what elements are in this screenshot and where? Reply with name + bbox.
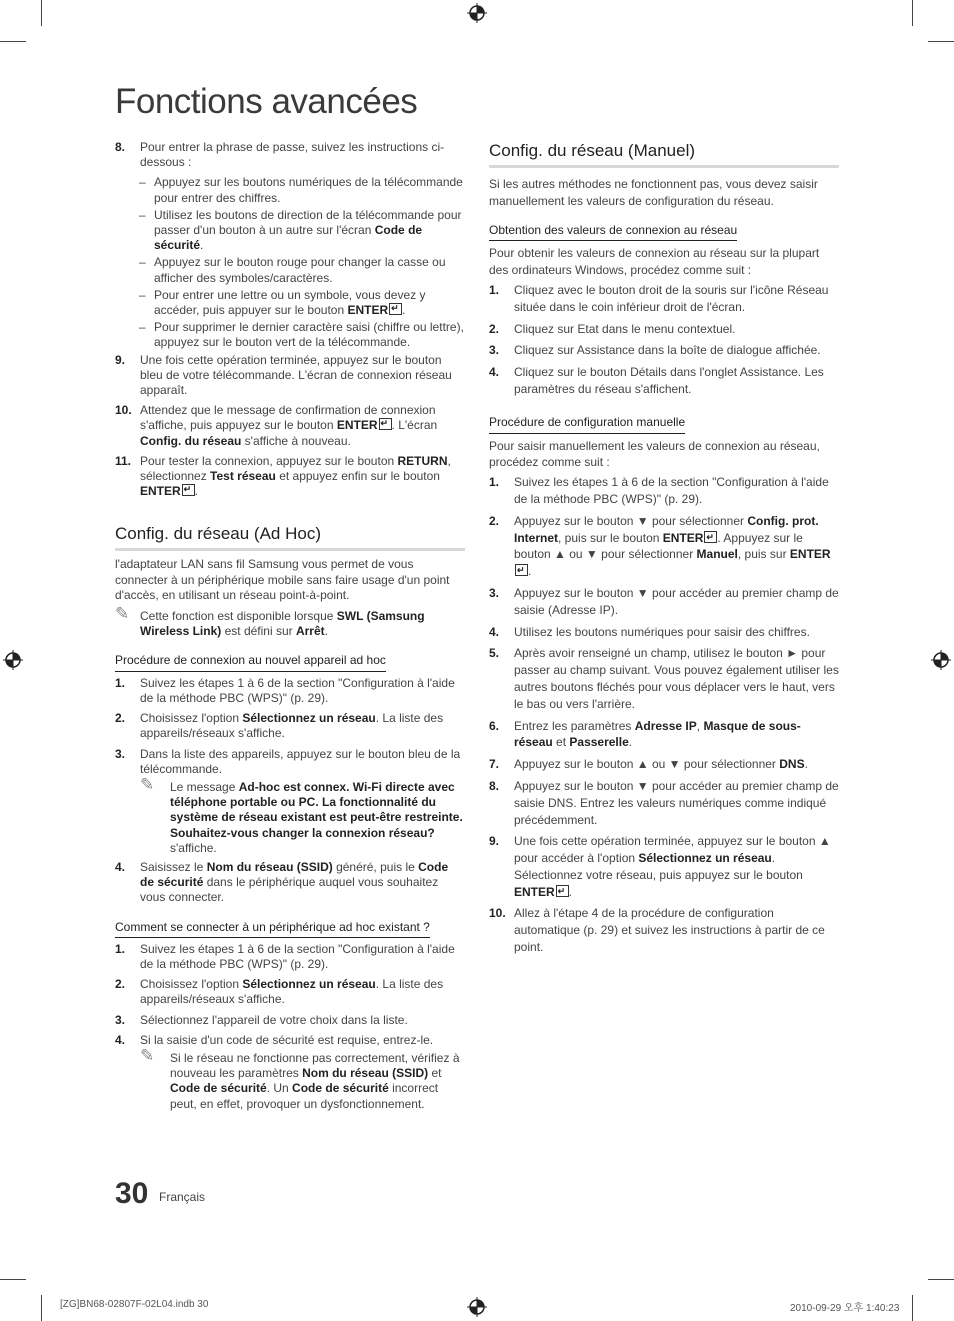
list-item: 4. Cliquez sur le bouton Détails dans l'onglet Assistance. Les paramètres du réseau s'affichent. xyxy=(489,365,824,396)
note: ✎ Cette fonction est disponible lorsque SWL (Samsung Wireless Link) est défini sur Arrêt. xyxy=(115,604,425,639)
list-item: – Utilisez les boutons de direction de la télécommande pour passer d'un bouton à un autre sur l'écran Code de sécurité. xyxy=(139,207,462,253)
list-item: 8. Appuyez sur le bouton ▼ pour accéder au premier champ de saisie DNS. Entrez les valeurs numériques comme indiqué précédemment. xyxy=(489,778,839,827)
list-item: – Appuyez sur le bouton rouge pour changer la casse ou afficher des symboles/caractères. xyxy=(139,255,446,285)
step-9: 9. Une fois cette opération terminée, appuyez sur le bouton bleu de votre télécommande. L'écran de connexion réseau apparaît. xyxy=(115,352,452,398)
list-item: 2. Choisissez l'option Sélectionnez un réseau. La liste des appareils/réseaux s'affiche. xyxy=(115,711,444,741)
list-item: 1. Suivez les étapes 1 à 6 de la section "Configuration à l'aide de la méthode PBC (WPS)" (p. 29). xyxy=(489,475,829,506)
step-8 xyxy=(115,140,465,170)
page-language: Français xyxy=(159,1190,206,1204)
step-number: 8. xyxy=(115,140,126,154)
list-item: 10. Allez à l'étape 4 de la procédure de configuration automatique (p. 29) et suivez les instructions à partir de ce point. xyxy=(489,906,825,955)
list-item: 1. Suivez les étapes 1 à 6 de la section "Configuration à l'aide de la méthode PBC (WPS)" (p. 29). xyxy=(115,941,455,971)
list-item: – Pour supprimer le dernier caractère saisi (chiffre ou lettre), appuyez sur le bouton vert de la télécommande. xyxy=(139,320,464,350)
paragraph: Pour obtenir les valeurs de connexion au réseau sur la plupart des ordinateurs Windows, procédez comme suit : xyxy=(489,246,820,278)
crop-mark xyxy=(912,0,913,26)
left-column xyxy=(115,140,465,1112)
list-item: 2. Appuyez sur le bouton ▼ pour sélectionner Config. prot. Internet, puis sur le bouton ENTER↵ . Appuyez sur le bouton ▲ ou ▼ pour sélectionner Manuel, puis sur ENTER↵. xyxy=(489,513,839,580)
list-item: 5. Après avoir renseigné un champ, utilisez le bouton ► pour passer au champ suivant. Vous pouvez également utiliser les autres boutons fléchés pour vous déplacer vers le haut, vers le bas ou vers l'arrière. xyxy=(489,646,839,711)
list-item: 2. Choisissez l'option Sélectionnez un réseau. La liste des appareils/réseaux s'affiche. xyxy=(115,977,444,1007)
note: ✎ Le message Ad-hoc est connex. Wi-Fi directe avec téléphone portable ou PC. La fonctionnalité du système de réseau existant est peut-être restreinte. Souhaitez-vous changer la connexion réseau? s'affiche. xyxy=(140,774,463,855)
subheading: Obtention des valeurs de connexion au réseau xyxy=(489,222,737,242)
list-item: 3. Cliquez sur Assistance dans la boîte de dialogue affichée. xyxy=(489,343,821,358)
registration-mark-icon xyxy=(3,650,23,670)
list-item: – Pour entrer une lettre ou un symbole, vous devez y accéder, puis appuyer sur le bouton ENTER↵ . xyxy=(139,288,465,318)
subheading: Procédure de configuration manuelle xyxy=(489,414,685,434)
step-11: 11. Pour tester la connexion, appuyez sur le bouton RETURN, sélectionnez Test réseau et appuyez enfin sur le bouton ENTER↵ . xyxy=(115,454,465,500)
footer-file: [ZG]BN68-02807F-02L04.indb 30 xyxy=(60,1299,209,1310)
list-item: 6. Entrez les paramètres Adresse IP, Masque de sous-réseau et Passerelle. xyxy=(489,718,801,750)
section-heading-adhoc: Config. du réseau (Ad Hoc) xyxy=(115,523,465,551)
registration-mark-icon xyxy=(467,1297,487,1317)
paragraph: Pour saisir manuellement les valeurs de connexion au réseau, procédez comme suit : xyxy=(489,438,820,470)
enter-icon xyxy=(556,885,569,897)
enter-icon xyxy=(515,564,528,576)
list-item: 1. Suivez les étapes 1 à 6 de la section "Configuration à l'aide de la méthode PBC (WPS)" (p. 29). xyxy=(115,675,455,705)
enter-icon xyxy=(182,484,195,496)
crop-mark xyxy=(0,1279,26,1280)
list-item: 3. Dans la liste des appareils, appuyez sur le bouton bleu de la télécommande. xyxy=(115,746,461,776)
footer-datetime: 2010-09-29 오후 1:40:23 xyxy=(790,1303,900,1314)
crop-mark xyxy=(41,0,42,26)
step-10: 10. Attendez que le message de confirmation de connexion s'affiche, puis appuyez sur le bouton ENTER↵ . L'écran Config. du réseau s'affiche à nouveau. xyxy=(115,403,465,449)
crop-mark xyxy=(0,41,26,42)
subheading: Comment se connecter à un périphérique ad hoc existant ? xyxy=(115,920,430,938)
list-item: – Appuyez sur les boutons numériques de la télécommande pour entrer des chiffres. xyxy=(139,175,463,205)
right-column xyxy=(489,140,839,956)
list-item: 9. Une fois cette opération terminée, appuyez sur le bouton ▲ pour accéder à l'option Sélectionnez un réseau. Sélectionnez votre réseau, puis appuyez sur le bouton ENTER↵ . xyxy=(489,833,839,900)
list-item: 3. Sélectionnez l'appareil de votre choix dans la liste. xyxy=(115,1012,408,1027)
crop-mark xyxy=(41,1295,42,1321)
list-item: 1. Cliquez avec le bouton droit de la souris sur l'icône Réseau située dans le coin inférieur droit de l'écran. xyxy=(489,282,829,314)
paragraph: l'adaptateur LAN sans fil Samsung vous permet de vous connecter à un périphérique mobile sans faire usage d'un point d'accès, en utilisant un réseau point-à-point. xyxy=(115,557,450,602)
pencil-note-icon: ✎ xyxy=(115,604,130,624)
enter-icon xyxy=(389,303,402,315)
page-title: Fonctions avancées xyxy=(115,82,418,121)
registration-mark-icon xyxy=(931,650,951,670)
list-item: 4. Saisissez le Nom du réseau (SSID) généré, puis le Code de sécurité dans le périphérique auquel vous souhaitez vous connecter. xyxy=(115,859,449,905)
paragraph: Si les autres méthodes ne fonctionnent pas, vous devez saisir manuellement les valeurs de configuration du réseau. xyxy=(489,177,818,208)
list-item: 4. Si la saisie d'un code de sécurité est requise, entrez-le. xyxy=(115,1032,434,1047)
crop-mark xyxy=(928,1279,954,1280)
note: ✎ Si le réseau ne fonctionne pas correctement, vérifiez à nouveau les paramètres Nom du réseau (SSID) et Code de sécurité. Un Code de sécurité incorrect peut, en effet, provoquer un dysfonctionnement. xyxy=(140,1045,460,1111)
page-number: 30 xyxy=(115,1177,149,1210)
subheading: Procédure de connexion au nouvel appareil ad hoc xyxy=(115,653,386,671)
registration-mark-icon xyxy=(467,3,487,23)
section-heading-manuel: Config. du réseau (Manuel) xyxy=(489,140,839,168)
list-item: 2. Cliquez sur Etat dans le menu contextuel. xyxy=(489,321,736,336)
pencil-note-icon: ✎ xyxy=(140,774,155,794)
list-item: 4. Utilisez les boutons numériques pour saisir des chiffres. xyxy=(489,624,810,639)
crop-mark xyxy=(928,41,954,42)
crop-mark xyxy=(912,1295,913,1321)
pencil-note-icon: ✎ xyxy=(140,1045,155,1065)
list-item: 3. Appuyez sur le bouton ▼ pour accéder au premier champ de saisie (Adresse IP). xyxy=(489,585,839,617)
enter-icon xyxy=(704,531,717,543)
list-item: 7. Appuyez sur le bouton ▲ ou ▼ pour sélectionner DNS. xyxy=(489,757,808,772)
step-text: Pour entrer la phrase de passe, suivez les instructions ci-dessous : xyxy=(140,140,445,170)
enter-icon xyxy=(379,418,392,430)
